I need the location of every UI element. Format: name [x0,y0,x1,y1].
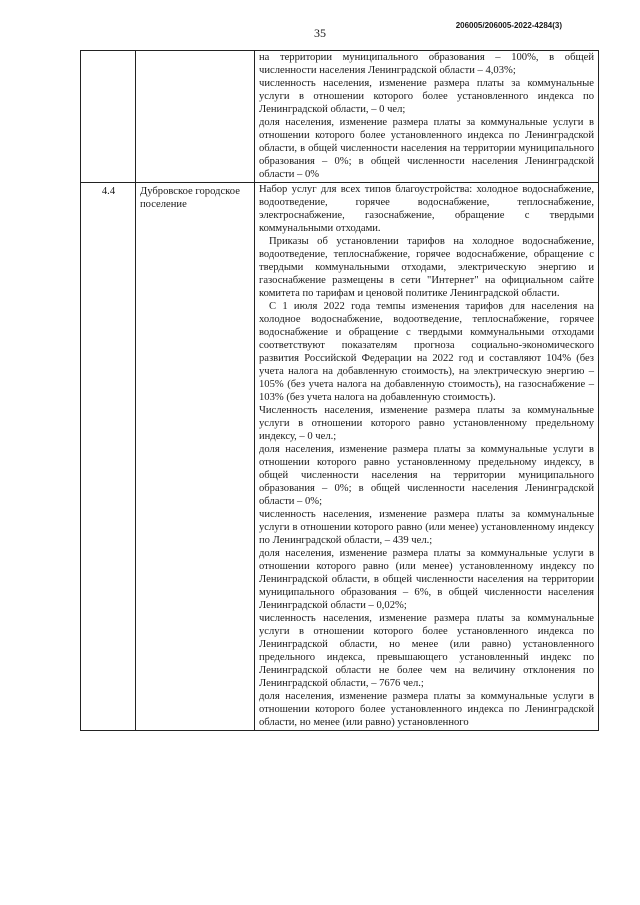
paragraph: Приказы об установлении тарифов на холодное водоснабжение, водоотведение, теплоснабжение, горячее водоснабжение, обращение с твердыми коммунальными отходами, электрическую энергию и газоснабжение размещены в сети "Интернет" на официальном сайте комитета по тарифам и ценовой политике Ленинградской области. [259,236,594,299]
description-cell [255,183,599,731]
paragraph: Численность населения, изменение размера платы за коммунальные услуги в отношении которого равно установленному предельному индексу, – 0 чел.; [259,405,594,442]
settlement-name-cell [136,51,255,183]
table-row [81,51,599,183]
paragraph: Набор услуг для всех типов благоустройства: холодное водоснабжение, водоотведение, горячее водоснабжение, теплоснабжение, электроснабжение, газоснабжение, обращение с твердыми коммунальными отходами. [259,184,594,234]
row-number-cell: 4.4 [81,183,136,731]
page-number: 35 [314,26,326,40]
paragraph: доля населения, изменение размера платы за коммунальные услуги в отношении которого более установленного индекса по Ленинградской области, но менее (или равно) установленного [259,691,594,728]
paragraph: доля населения, изменение размера платы за коммунальные услуги в отношении которого равно (или менее) установленному индексу по Ленинградской области, в общей численности населения на территории муниципального образования – 6%, в общей численности населения Ленинградской области – 0,02%; [259,548,594,611]
paragraph: численность населения, изменение размера платы за коммунальные услуги в отношении которого равно (или менее) установленному индексу по Ленинградской области, – 439 чел.; [259,509,594,546]
tariff-table [80,50,599,731]
paragraph: доля населения, изменение размера платы за коммунальные услуги в отношении которого более установленного индекса по Ленинградской области, в общей численности населения на территории муниципального образования – 0%; в общей численности населения Ленинградской области – 0% [259,117,594,180]
table-row [81,183,599,731]
document-code: 206005/206005-2022-4284(3) [455,21,562,30]
description-cell [255,51,599,183]
paragraph: численность населения, изменение размера платы за коммунальные услуги в отношении которого более установленного индекса по Ленинградской области, – 0 чел; [259,78,594,115]
paragraph: доля населения, изменение размера платы за коммунальные услуги в отношении которого равно установленному предельному индексу, в общей численности населения на территории муниципального образования – 0%; в общей численности населения Ленинградской области – 0%; [259,444,594,507]
paragraph: численность населения, изменение размера платы за коммунальные услуги в отношении которого более установленного индекса по Ленинградской области, но менее (или равно) установленного предельного индекса, превышающего установленный индекс по Ленинградской области не более чем на величину отклонения по Ленинградской области, – 7676 чел.; [259,613,594,689]
settlement-name-cell: Дубровское городское поселение [136,183,255,731]
paragraph: на территории муниципального образования – 100%, в общей численности населения Ленинградской области – 4,03%; [259,52,594,76]
row-number-cell [81,51,136,183]
paragraph: С 1 июля 2022 года темпы изменения тарифов для населения на холодное водоснабжение, водоотведение, теплоснабжение, горячее водоснабжение и обращение с твердыми коммунальными отходами соответствуют показателям прогноза социально-экономического развития Российской Федерации на 2022 год и составляют 104% (без учета налога на добавленную стоимость), на электрическую энергию – 105% (без учета налога на добавленную стоимость), на газоснабжение – 103% (без учета налога на добавленную стоимость). [259,301,594,403]
